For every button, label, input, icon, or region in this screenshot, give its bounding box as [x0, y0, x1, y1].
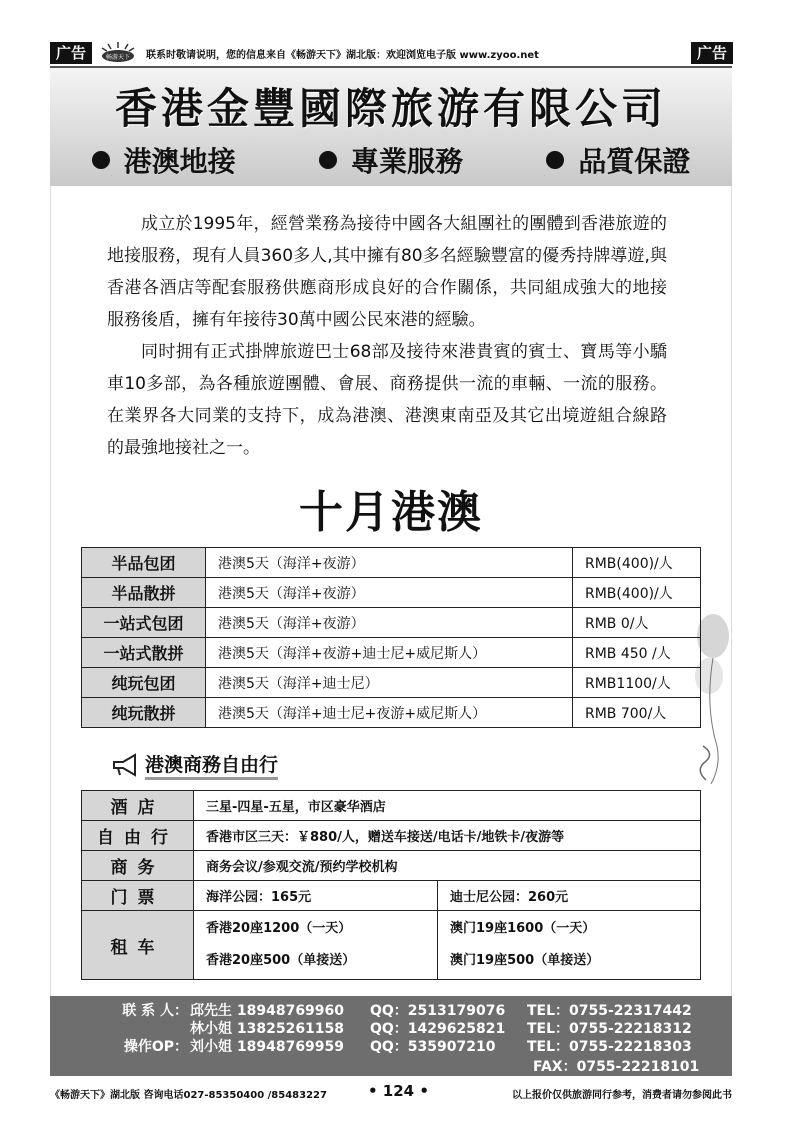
table-row	[82, 881, 701, 911]
free-value: 香港市区三天：￥880/人，赠送车接送/电话卡/地铁卡/夜游等	[194, 821, 701, 851]
footer-right: 以上报价仅供旅游同行参考，消费者请勿参阅此书	[512, 1090, 732, 1101]
free-label: 自由行	[82, 821, 194, 851]
table-row	[82, 698, 701, 728]
tour-price: RMB1100/人	[573, 668, 701, 698]
table-row	[82, 638, 701, 668]
table-row	[82, 791, 701, 821]
contact-qq: QQ：2513179076	[370, 1003, 506, 1019]
business-value: 商务会议/参观交流/预约学校机构	[194, 851, 701, 881]
tour-route: 港澳5天（海洋+夜游）	[206, 608, 573, 638]
month-title: 十月港澳	[299, 487, 483, 538]
tour-route: 港澳5天（海洋+夜游+迪士尼+威尼斯人）	[206, 638, 573, 668]
bullet-dot-icon	[546, 151, 564, 169]
table-row	[82, 821, 701, 851]
tour-type: 一站式散拼	[82, 638, 206, 668]
tour-type: 半品散拼	[82, 578, 206, 608]
contact-strip	[50, 996, 732, 1076]
rent-macau	[438, 911, 701, 980]
company-name: 香港金豐國際旅游有限公司	[114, 84, 667, 133]
contact-tel: TEL：0755-22218303	[527, 1039, 692, 1055]
free-travel-table	[81, 790, 701, 980]
slogan-row	[50, 138, 732, 182]
tour-price: RMB 0/人	[573, 608, 701, 638]
contact-name: 林小姐 13825261158	[190, 1021, 345, 1037]
table-row	[82, 608, 701, 638]
tour-route: 港澳5天（海洋+夜游）	[206, 548, 573, 578]
tour-price: RMB 700/人	[573, 698, 701, 728]
tour-type: 纯玩散拼	[82, 698, 206, 728]
rent-label: 租车	[82, 911, 194, 980]
tour-price: RMB 450 /人	[573, 638, 701, 668]
rent-mo-day: 澳门19座1600（一天）	[450, 921, 596, 936]
rent-hongkong	[194, 911, 438, 980]
magazine-logo	[98, 42, 138, 64]
operator-label: 操作OP：	[123, 1039, 188, 1055]
tour-type: 纯玩包团	[82, 668, 206, 698]
table-row	[82, 578, 701, 608]
intro-paragraph: 成立於1995年，經營業務為接待中國各大組團社的團體到香港旅遊的地接服務，現有人員360多人,其中擁有80多名經驗豐富的優秀持牌導遊,與香港各酒店等配套服務供應商形成良好的合作關係，共同組成強大的地接服務後盾，擁有年接待30萬中國公民來港的經驗。	[107, 214, 667, 330]
tour-price: RMB(400)/人	[573, 548, 701, 578]
company-header	[50, 66, 732, 186]
contact-qq: QQ：535907210	[370, 1039, 496, 1055]
ad-label-right: 广告	[691, 42, 733, 64]
tour-route: 港澳5天（海洋+夜游）	[206, 578, 573, 608]
contact-label: 联 系 人：	[122, 1003, 188, 1019]
slogan-item: 品質保證	[546, 140, 690, 180]
tour-price: RMB(400)/人	[573, 578, 701, 608]
page-number: • 124 •	[368, 1082, 429, 1100]
contact-fax: FAX：0755-22218101	[533, 1059, 700, 1075]
contact-tel: TEL：0755-22218312	[527, 1021, 692, 1037]
tour-type: 一站式包团	[82, 608, 206, 638]
table-row	[82, 548, 701, 578]
swirl-icon	[691, 742, 721, 782]
tour-route: 港澳5天（海洋+迪士尼+夜游+威尼斯人）	[206, 698, 573, 728]
contact-name: 邱先生 18948769960	[190, 1003, 345, 1019]
bullet-dot-icon	[319, 151, 337, 169]
intro-paragraph: 同时拥有正式掛牌旅遊巴士68部及接待來港貴賓的賓士、寶馬等小驕車10多部，為各種旅遊團體、會展、商務提供一流的車輛、一流的服務。在業界各大同業的支持下，成為港澳、港澳東南亞及其它出境遊組合線路的最強地接社之一。	[107, 342, 667, 458]
tour-route: 港澳5天（海洋+迪士尼）	[206, 668, 573, 698]
business-label: 商务	[82, 851, 194, 881]
footer-left: 《畅游天下》湖北版 咨询电话027-85350400 /85483227	[50, 1090, 327, 1101]
slogan-item: 港澳地接	[92, 140, 236, 180]
top-note: 联系时敬请说明，您的信息来自《畅游天下》湖北版：欢迎浏览电子版 www.zyoo.net	[146, 49, 539, 61]
table-row	[82, 911, 701, 980]
ticket-disney: 迪士尼公园：260元	[438, 881, 701, 911]
ticket-ocean: 海洋公园：165元	[194, 881, 438, 911]
svg-text:畅游天下: 畅游天下	[106, 54, 131, 61]
free-travel-heading	[111, 750, 278, 780]
tour-type: 半品包团	[82, 548, 206, 578]
rent-hk-day: 香港20座1200（一天）	[206, 921, 352, 936]
company-intro	[107, 208, 667, 464]
bullet-dot-icon	[92, 151, 110, 169]
ticket-label: 门票	[82, 881, 194, 911]
free-travel-title: 港澳商務自由行	[145, 750, 278, 780]
hotel-value: 三星-四星-五星，市区豪华酒店	[194, 791, 701, 821]
slogan-item: 專業服務	[319, 140, 463, 180]
page-footer	[50, 1082, 732, 1102]
sun-logo-icon	[98, 42, 138, 64]
rent-hk-transfer: 香港20座500（单接送）	[206, 953, 356, 968]
megaphone-icon	[111, 753, 141, 777]
contact-name: 刘小姐 18948769959	[190, 1039, 345, 1055]
table-row	[82, 851, 701, 881]
rent-mo-transfer: 澳门19座500（单接送）	[450, 953, 600, 968]
contact-tel: TEL：0755-22317442	[527, 1003, 692, 1019]
hotel-label: 酒店	[82, 791, 194, 821]
top-strip	[50, 42, 732, 64]
table-row	[82, 668, 701, 698]
ad-label-left: 广告	[50, 42, 92, 64]
main-body	[50, 186, 732, 996]
tour-price-table	[81, 547, 701, 728]
contact-qq: QQ：1429625821	[370, 1021, 506, 1037]
